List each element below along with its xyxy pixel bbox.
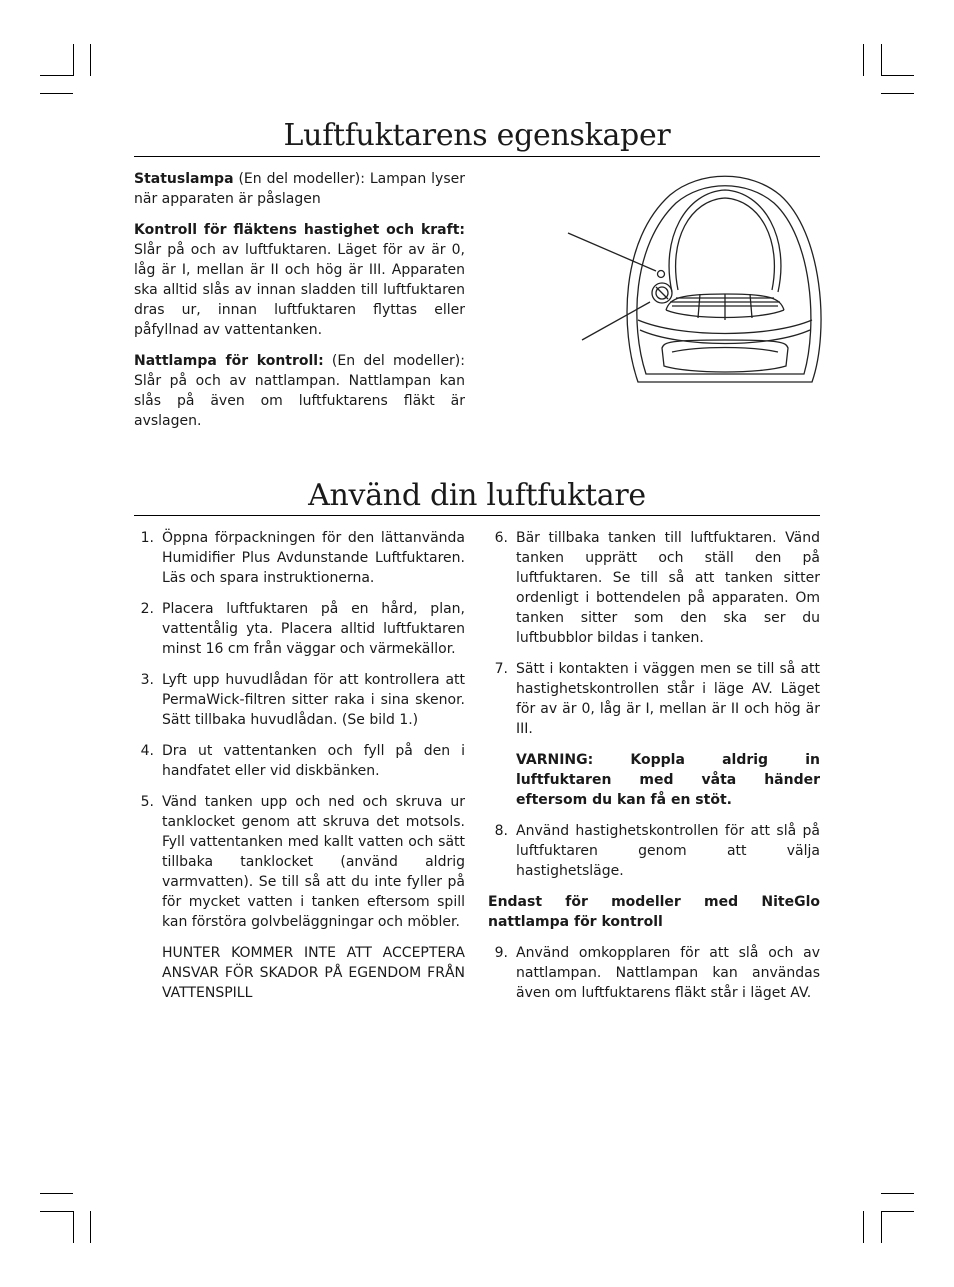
crop-mark <box>881 1211 882 1243</box>
crop-mark <box>73 44 74 76</box>
list-item: 5. Vänd tanken upp och ned och skruva ur tanklocket genom att skruva det motsols. Fyll vattentanken med kallt vatten och sätt tillbaka tanklocket (använd aldrig varmvatten). Se till så att du inte fyller på för mycket vatten i tanken eftersom spill kan förstöra golvbeläggningar och möbler. HUNTER KOMMER INTE ATT ACCEPTERA ANSVAR FÖR SKADOR PÅ EGENDOM FRÅN VATTENSPILL <box>140 794 465 1001</box>
list-item: 4. Dra ut vattentanken och fyll på den i handfatet eller vid diskbänken. <box>140 743 465 779</box>
list-item: 1. Öppna förpackningen för den lättanvända Humidifier Plus Avdunstande Luftfuktaren. Läs och spara instruktionerna. <box>140 530 465 586</box>
crop-mark <box>863 1211 864 1243</box>
steps-list-left <box>134 528 465 1003</box>
feature-fan-control: Kontroll för fläktens hastighet och kraft: Slår på och av luftfuktaren. Läget för av är 0, låg är I, mellan är II och hög är III. Apparaten ska alltid slås av innan sladden till luftfuktaren dras ur, innan luftfuktaren flyttas eller påfyllnad av vattentanken. <box>134 222 465 338</box>
list-item: 8. Använd hastighetskontrollen för att slå på luftfuktaren genom att välja hastighetsläge. <box>494 823 820 879</box>
crop-mark <box>90 1211 91 1243</box>
crop-mark <box>881 93 914 94</box>
usage-title-rule <box>134 515 820 516</box>
crop-mark <box>40 93 73 94</box>
crop-mark <box>881 75 914 76</box>
crop-mark <box>73 1211 74 1243</box>
list-item: 6. Bär tillbaka tanken till luftfuktaren. Vänd tanken upprätt och ställ den på luftfuktaren. Se till så att tanken sitter ordenligt i bottendelen på apparaten. Om tanken sitter som den ska ser du luftbubblor bildas i tanken. <box>494 530 820 646</box>
list-item: 3. Lyft upp huvudlådan för att kontrollera att PermaWick-filtren sitter raka i sina skenor. Sätt tillbaka huvudlådan. (Se bild 1.) <box>140 672 465 728</box>
features-title: Luftfuktarens egenskaper <box>283 118 671 153</box>
crop-mark <box>881 1193 914 1194</box>
crop-mark <box>40 75 73 76</box>
usage-right-column <box>488 528 820 1014</box>
crop-mark <box>863 44 864 76</box>
crop-mark <box>90 44 91 76</box>
crop-mark <box>40 1211 73 1212</box>
feature-status-lamp: Statuslampa (En del modeller): Lampan lyser när apparaten är påslagen <box>134 171 465 207</box>
list-item: 9. Använd omkopplaren för att slå och av nattlampan. Nattlampan kan användas även om luftfuktarens fläkt står i läget AV. <box>494 945 820 1001</box>
features-text-column <box>134 169 465 442</box>
steps-list-right <box>488 528 820 881</box>
features-title-rule <box>134 156 820 157</box>
usage-left-column <box>134 528 465 1014</box>
usage-title: Använd din luftfuktare <box>308 478 646 513</box>
steps-list-niteglo <box>488 943 820 1003</box>
humidifier-illustration <box>560 170 830 400</box>
crop-mark <box>40 1193 73 1194</box>
feature-night-lamp: Nattlampa för kontroll: (En del modeller): Slår på och av nattlampan. Nattlampan kan slås på även om luftfuktarens fläkt är avslagen. <box>134 353 465 429</box>
list-item: 2. Placera luftfuktaren på en hård, plan, vattentålig yta. Placera alltid luftfuktaren minst 16 cm från väggar och värmekällor. <box>140 601 465 657</box>
warning-text: VARNING: Koppla aldrig in luftfuktaren med våta händer eftersom du kan få en stöt. <box>516 752 820 808</box>
liability-notice: HUNTER KOMMER INTE ATT ACCEPTERA ANSVAR FÖR SKADOR PÅ EGENDOM FRÅN VATTENSPILL <box>162 945 465 1001</box>
niteglo-heading: Endast för modeller med NiteGlo nattlampa för kontroll <box>488 894 820 930</box>
list-item: 7. Sätt i kontakten i väggen men se till så att hastighetskontrollen står i läge AV. Läget för av är 0, låg är I, mellan är II och hög är III. VARNING: Koppla aldrig in luftfuktaren med våta händer eftersom du kan få en stöt. <box>494 661 820 808</box>
crop-mark <box>881 44 882 76</box>
crop-mark <box>881 1211 914 1212</box>
